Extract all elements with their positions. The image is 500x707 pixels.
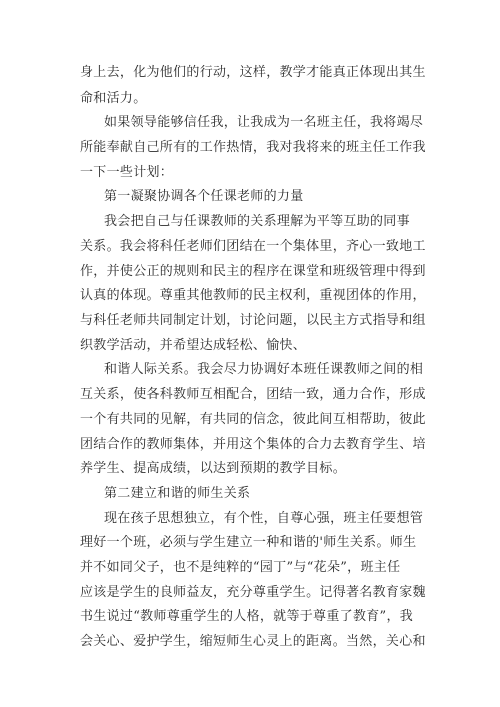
text-line: 互关系，使各科教师互相配合，团结一致，通力合作，形成 [80, 387, 426, 402]
text-line: 认真的体现。尊重其他教师的民主权利，重视团体的作用， [80, 288, 426, 303]
text-line: 关系。我会将科任老师们团结在一个集体里，齐心一致地工 [80, 239, 426, 254]
section-heading-2: 第二建立和谐的师生关系 [104, 486, 251, 501]
text-line: 织教学活动，并希望达成轻松、愉快、 [80, 338, 307, 353]
text-line: 一个有共同的见解，有共同的信念，彼此间互相帮助，彼此 [80, 412, 426, 427]
text-line: 身上去，化为他们的行动，这样，教学才能真正体现出其生 [80, 65, 426, 80]
text-line: 与科任老师共同制定计划，讨论问题，以民主方式指导和组 [80, 313, 426, 328]
text-line: 作，并使公正的规则和民主的程序在课堂和班级管理中得到 [80, 264, 426, 279]
paragraph-start-line: 现在孩子思想独立，有个性，自尊心强，班主任要想管 [104, 511, 424, 526]
paragraph-start-line: 和谐人际关系。我会尽力协调好本班任课教师之间的相 [104, 362, 424, 377]
text-line: 会关心、爱护学生，缩短师生心灵上的距离。当然，关心和 [80, 634, 426, 649]
text-line: 养学生、提高成绩，以达到预期的教学目标。 [80, 461, 347, 476]
section-heading-1: 第一凝聚协调各个任课老师的力量 [104, 189, 304, 204]
text-line: 书生说过“教师尊重学生的人格，就等于尊重了教育”，我 [80, 609, 414, 624]
paragraph-start-line: 我会把自己与任课教师的关系理解为平等互助的同事 [104, 214, 410, 229]
paragraph-start-line: 如果领导能够信任我，让我成为一名班主任，我将竭尽 [104, 115, 424, 130]
text-line: 命和活力。 [80, 91, 147, 106]
text-line: 团结合作的教师集体，并用这个集体的合力去教育学生、培 [80, 437, 426, 452]
text-line: 所能奉献自己所有的工作热情，我对我将来的班主任工作我 [80, 140, 426, 155]
text-line: 理好一个班，必须与学生建立一种和谐的'师生关系。师生 [80, 535, 417, 550]
text-line: 并不如同父子，也不是纯粹的“园丁”与“花朵”，班主任 [80, 560, 401, 575]
text-line: 一下一些计划： [80, 165, 174, 180]
text-line: 应该是学生的良师益友，充分尊重学生。记得著名教育家魏 [80, 585, 426, 600]
